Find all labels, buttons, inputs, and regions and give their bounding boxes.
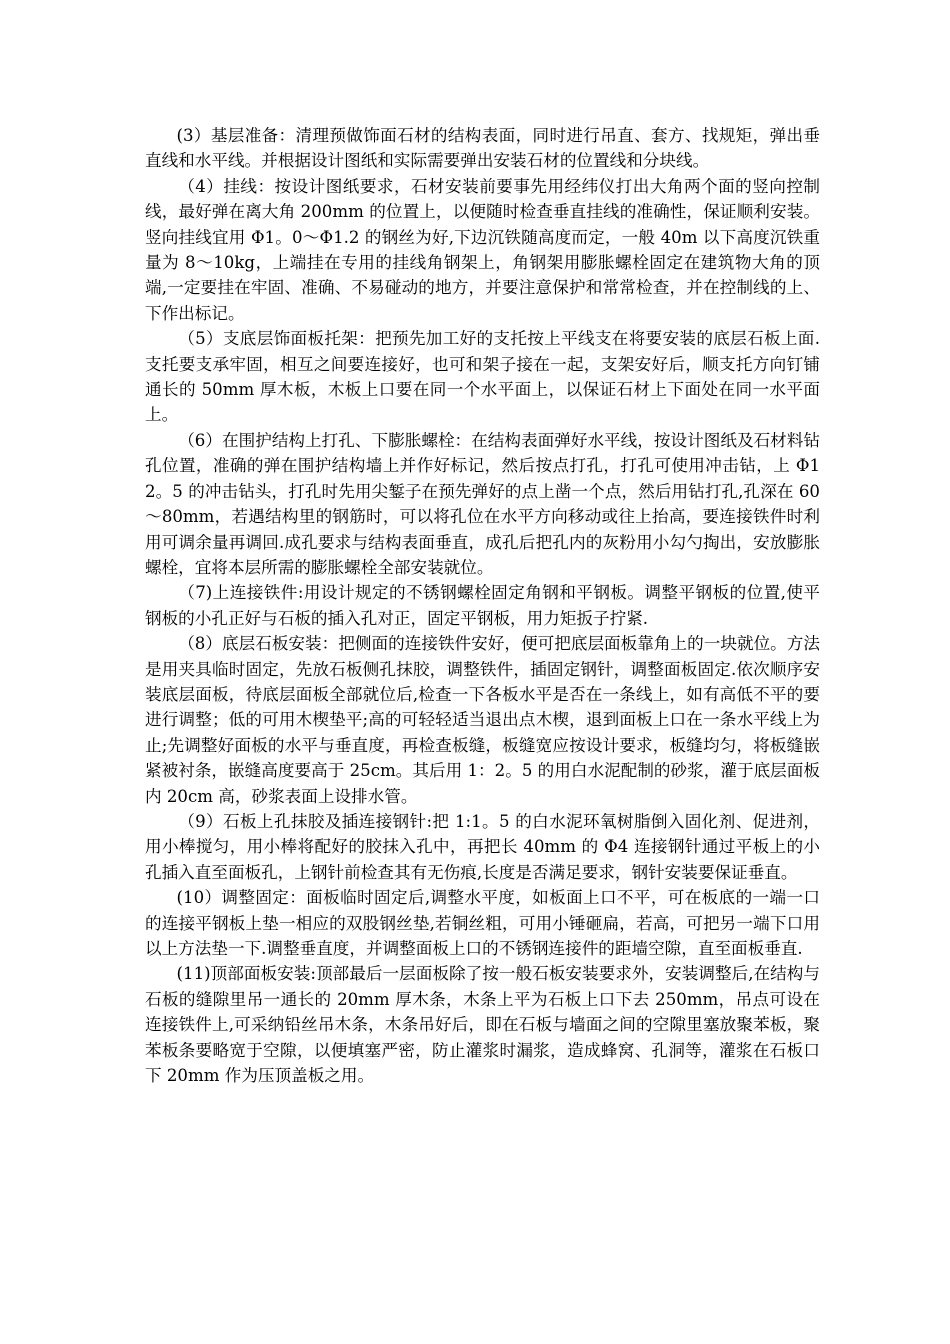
paragraph-step-10: (10）调整固定：面板临时固定后,调整水平度，如板面上口不平，可在板底的一端一口的连接平钢板上垫一相应的双股钢丝垫,若铜丝粗，可用小锤砸扁，若高，可把另一端下口用以上方法垫一下.调整垂直度，并调整面板上口的不锈钢连接件的距墙空隙，直至面板垂直. — [145, 888, 820, 958]
paragraph-step-5: （5）支底层饰面板托架：把预先加工好的支托按上平线支在将要安装的底层石板上面.支托要支承牢固，相互之间要连接好，也可和架子接在一起，支架安好后，顺支托方向钉铺通长的 50mm 厚木板，木板上口要在同一个水平面上，以保证石材上下面处在同一水平面上。 — [145, 329, 820, 425]
paragraph-step-6: （6）在围护结构上打孔、下膨胀螺栓：在结构表面弹好水平线，按设计图纸及石材料钻孔位置，准确的弹在围护结构墙上并作好标记，然后按点打孔，打孔可使用冲击钻，上 Φ12。5 的冲击钻头，打孔时先用尖錾子在预先弹好的点上凿一个点，然后用钻打孔,孔深在 60～80mm，若遇结构里的钢筋时，可以将孔位在水平方向移动或往上抬高，要连接铁件时利用可调余量再调回.成孔要求与结构表面垂直，成孔后把孔内的灰粉用小勾勺掏出，安放膨胀螺栓，宜将本层所需的膨胀螺栓全部安装就位。 — [145, 430, 820, 577]
paragraph-step-8: （8）底层石板安装：把侧面的连接铁件安好，便可把底层面板靠角上的一块就位。方法是用夹具临时固定，先放石板侧孔抹胶，调整铁件，插固定钢针，调整面板固定.依次顺序安装底层面板，待底层面板全部就位后,检查一下各板水平是否在一条线上，如有高低不平的要进行调整；低的可用木楔垫平;高的可轻轻适当退出点木楔，退到面板上口在一条水平线上为止;先调整好面板的水平与垂直度，再检查板缝，板缝宽应按设计要求，板缝均匀，将板缝嵌紧被衬条，嵌缝高度要高于 25cm。其后用 1：2。5 的用白水泥配制的砂浆，灌于底层面板内 20cm 高，砂浆表面上设排水管。 — [145, 634, 820, 806]
paragraph-step-3: (3）基层准备：清理预做饰面石材的结构表面，同时进行吊直、套方、找规矩，弹出垂直线和水平线。并根据设计图纸和实际需要弹出安装石材的位置线和分块线。 — [145, 126, 820, 171]
paragraph-step-11: (11)顶部面板安装:顶部最后一层面板除了按一般石板安装要求外，安装调整后,在结构与石板的缝隙里吊一通长的 20mm 厚木条，木条上平为石板上口下去 250mm，吊点可设在连接铁件上,可采纳铅丝吊木条，木条吊好后，即在石板与墙面之间的空隙里塞放聚苯板，聚苯板条要略宽于空隙，以便填塞严密，防止灌浆时漏浆，造成蜂窝、孔洞等，灌浆在石板口下 20mm 作为压顶盖板之用。 — [145, 964, 820, 1086]
document-body — [145, 123, 820, 1088]
paragraph-step-9: （9）石板上孔抹胶及插连接钢针:把 1:1。5 的白水泥环氧树脂倒入固化剂、促进剂，用小棒搅匀，用小棒将配好的胶抹入孔中，再把长 40mm 的 Φ4 连接钢针通过平板上的小孔插入直至面板孔，上钢针前检查其有无伤痕,长度是否满足要求，钢针安装要保证垂直。 — [145, 811, 820, 882]
paragraph-step-7: （7)上连接铁件:用设计规定的不锈钢螺栓固定角钢和平钢板。调整平钢板的位置,使平钢板的小孔正好与石板的插入孔对正，固定平钢板，用力矩扳子拧紧. — [145, 583, 820, 628]
paragraph-step-4: （4）挂线：按设计图纸要求，石材安装前要事先用经纬仪打出大角两个面的竖向控制线，最好弹在离大角 200mm 的位置上，以便随时检查垂直挂线的准确性，保证顺利安装。竖向挂线宜用 Φ1。0～Φ1.2 的钢丝为好,下边沉铁随高度而定，一般 40m 以下高度沉铁重量为 8～10kg，上端挂在专用的挂线角钢架上，角钢架用膨胀螺栓固定在建筑物大角的顶端,一定要挂在牢固、准确、不易碰动的地方，并要注意保护和常常检查，并在控制线的上、下作出标记。 — [145, 176, 820, 323]
